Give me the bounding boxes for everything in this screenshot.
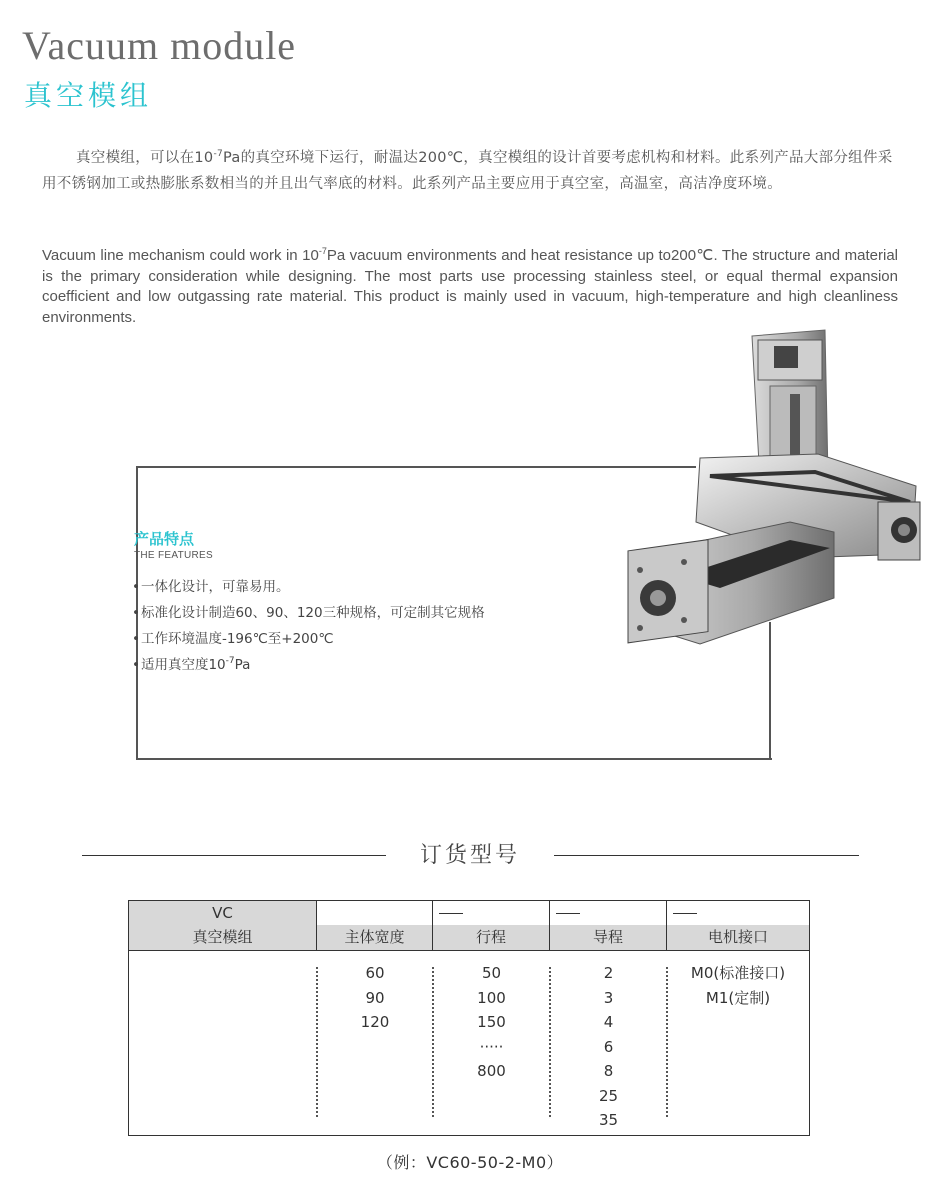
feature-item: • 标准化设计制造60、90、120三种规格，可定制其它规格 — [132, 600, 485, 626]
order-code-row — [129, 901, 809, 926]
order-title-rule-right — [554, 855, 859, 856]
header-lead: 导程 — [550, 925, 667, 950]
width-option: 120 — [360, 1013, 390, 1031]
page-title-cn: 真空模组 — [24, 79, 153, 112]
code-slot-interface — [667, 901, 809, 925]
separator-dash — [439, 913, 463, 914]
code-slot-width — [317, 901, 433, 925]
feature-item: • 一体化设计，可靠易用。 — [132, 574, 485, 600]
order-header-row — [129, 925, 809, 951]
code-slot-lead — [550, 901, 667, 925]
description-cn-exponent: -7 — [213, 149, 224, 159]
code-prefix: VC — [129, 901, 317, 925]
lead-option: 8 — [603, 1062, 614, 1080]
description-cn — [42, 145, 898, 197]
features-list — [132, 574, 485, 678]
features-title-en: THE FEATURES — [134, 550, 213, 561]
description-en — [42, 246, 898, 328]
interface-options — [667, 961, 809, 1121]
lead-options — [550, 961, 667, 1129]
header-interface: 电机接口 — [667, 925, 809, 950]
stroke-option: 50 — [481, 964, 502, 982]
description-cn-part1: 真空模组，可以在10 — [76, 150, 214, 166]
lead-option: 2 — [603, 964, 614, 982]
description-en-exponent: -7 — [318, 246, 327, 256]
feature-item: • 工作环境温度-196℃至+200℃ — [132, 626, 485, 652]
separator-dash — [556, 913, 580, 914]
features-frame-top — [136, 466, 696, 468]
interface-option: M0(标准接口) — [690, 964, 786, 982]
separator-dash — [673, 913, 697, 914]
order-options-row — [129, 961, 809, 1129]
lead-option: 35 — [598, 1111, 619, 1129]
vacuum-module-product-image — [620, 326, 930, 656]
stroke-option: 800 — [477, 1062, 506, 1080]
header-module: 真空模组 — [129, 925, 317, 950]
stroke-option: 150 — [477, 1013, 506, 1031]
stroke-option-ellipsis: ····· — [479, 1037, 504, 1056]
lead-option: 6 — [603, 1037, 614, 1056]
order-example: （例：VC60-50-2-M0） — [376, 1153, 564, 1172]
order-code-table — [128, 900, 810, 1136]
features-title-cn: 产品特点 — [134, 530, 195, 548]
module-options — [129, 961, 317, 1121]
header-stroke: 行程 — [433, 925, 550, 950]
feature-item-vacuum — [132, 652, 485, 678]
description-en-part2: Pa vacuum environments and heat resistance up to200℃. The structure and material is the primary consideration while designing. The most parts use processing stainless steel, or equal thermal expansion coefficient and low outgassing rate material. This product is mainly used in vacuum, high-temperature and high cleanliness environments. — [42, 247, 898, 326]
lead-option: 4 — [603, 1013, 614, 1031]
feature-vacuum-text: 适用真空度10 — [140, 657, 226, 673]
interface-option: M1(定制) — [705, 988, 771, 1007]
stroke-options — [433, 961, 550, 1121]
feature-vacuum-exponent: -7 — [225, 656, 235, 666]
width-option: 90 — [365, 988, 385, 1007]
page-title-en: Vacuum module — [22, 23, 297, 68]
lead-option: 25 — [598, 1086, 619, 1105]
lead-option: 3 — [603, 988, 614, 1007]
description-en-part1: Vacuum line mechanism could work in 10 — [42, 247, 319, 264]
header-width: 主体宽度 — [317, 925, 433, 950]
description-cn-part2: Pa的真空环境下运行，耐温达200℃，真空模组的设计首要考虑机构和材料。此系列产品大部分组件采用不锈钢加工或热膨胀系数相当的并且出气率底的材料。此系列产品主要应用于真空室，高温室，高洁净度环境。 — [42, 150, 893, 192]
width-options — [317, 961, 433, 1121]
order-section-title: 订货型号 — [419, 843, 520, 868]
stroke-option: 100 — [477, 988, 506, 1007]
width-option: 60 — [365, 964, 385, 982]
code-slot-stroke — [433, 901, 550, 925]
feature-vacuum-unit: Pa — [234, 657, 251, 673]
